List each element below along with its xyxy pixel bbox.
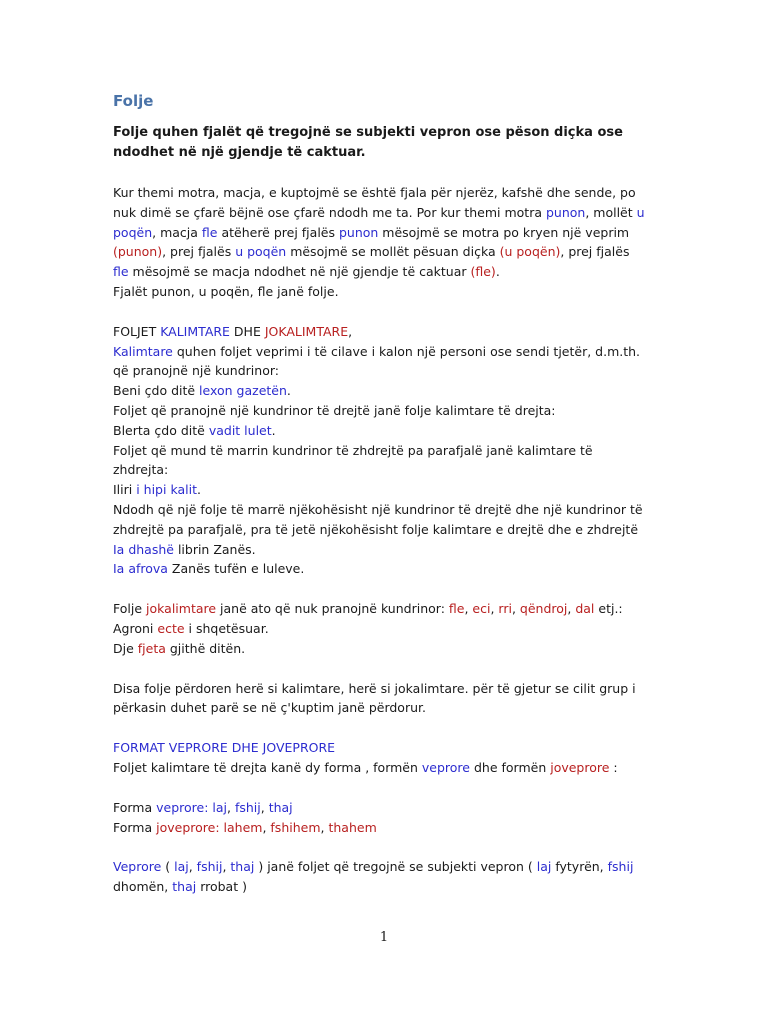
text-line — [113, 818, 658, 838]
highlight-red: fle — [448, 601, 465, 617]
body-text — [113, 163, 658, 897]
text-run: Blerta çdo ditë — [113, 422, 209, 438]
text-run: , — [464, 601, 473, 617]
text-line — [113, 342, 658, 362]
paragraph — [113, 183, 658, 302]
highlight-blue: poqën — [113, 224, 153, 240]
text-line — [113, 758, 658, 778]
highlight-red: ecte — [157, 620, 185, 636]
text-run: mësojmë se macja ndodhet në një gjendje të caktuar — [128, 264, 471, 280]
highlight-blue: punon — [545, 204, 586, 220]
highlight-blue: fshij — [607, 859, 634, 875]
text-run: , — [188, 859, 197, 875]
definition-lead — [113, 123, 658, 163]
text-run: ( — [161, 859, 175, 875]
text-run: . — [495, 264, 500, 280]
text-run: , — [260, 799, 269, 815]
text-line — [113, 242, 658, 262]
highlight-blue: FORMAT VEPRORE DHE JOVEPRORE — [113, 740, 336, 756]
text-run: Forma — [113, 819, 157, 835]
highlight-blue: veprore — [421, 759, 470, 775]
text-run: rrobat ) — [196, 879, 247, 895]
text-line — [113, 619, 658, 639]
text-run: Kur themi motra, macja, e kuptojmë se është fjala për njerëz, kafshë dhe sende, po — [113, 185, 636, 200]
paragraph-gap — [113, 778, 658, 798]
paragraph — [113, 599, 658, 658]
highlight-blue: punon — [338, 224, 379, 240]
highlight-blue: fle — [113, 264, 129, 280]
text-run: dhomën, — [113, 879, 173, 895]
text-run: , — [262, 819, 271, 835]
page-title: Folje — [113, 92, 154, 110]
text-line — [113, 639, 658, 659]
highlight-blue: fle — [201, 224, 218, 240]
text-line — [113, 203, 658, 223]
lead-line: Folje quhen fjalët që tregojnë se subjekti vepron ose pëson diçka ose — [113, 125, 623, 140]
text-line — [113, 401, 658, 421]
highlight-blue: KALIMTARE — [160, 323, 230, 339]
lead-line: ndodhet në një gjendje të caktuar. — [113, 145, 366, 160]
text-run: Iliri — [113, 482, 137, 498]
text-run: zhdrejta: — [113, 462, 169, 478]
page-number: 1 — [379, 930, 389, 945]
paragraph — [113, 798, 658, 838]
highlight-blue: u — [636, 204, 645, 220]
text-run: , — [490, 601, 499, 617]
text-line — [113, 698, 658, 718]
text-run: Zanës tufën e luleve. — [167, 561, 305, 577]
highlight-blue: Ia afrova — [113, 561, 168, 577]
text-run: quhen foljet veprimi i të cilave i kalon një personi ose sendi tjetër, d.m.th. — [172, 343, 641, 359]
text-run: mësojmë se mollët pësuan diçka — [286, 244, 500, 260]
text-run: fytyrën, — [551, 859, 608, 875]
text-run: , mollët — [585, 204, 637, 220]
paragraph — [113, 322, 658, 579]
text-line — [113, 183, 658, 203]
text-line — [113, 441, 658, 461]
text-run: , — [511, 601, 520, 617]
highlight-blue: fshij — [196, 859, 223, 875]
text-run: Agroni — [113, 620, 158, 636]
text-line — [113, 361, 658, 381]
text-run: Foljet kalimtare të drejta kanë dy forma , formën — [113, 759, 422, 775]
paragraph-gap — [113, 302, 658, 322]
text-run: ) janë foljet që tregojnë se subjekti vepron ( — [254, 859, 537, 875]
paragraph-gap — [113, 163, 658, 183]
highlight-red: (punon) — [113, 244, 163, 260]
highlight-red: fshihem — [270, 819, 321, 835]
highlight-blue: thaj — [172, 879, 197, 895]
highlight-blue: i hipi kalit — [136, 482, 197, 498]
text-run: dhe formën — [469, 759, 551, 775]
text-run: që pranojnë një kundrinor: — [113, 363, 279, 379]
text-run: janë ato që nuk pranojnë kundrinor: — [216, 601, 449, 617]
text-line — [113, 599, 658, 619]
highlight-red: dal — [575, 601, 595, 617]
text-run: i shqetësuar. — [184, 620, 269, 636]
text-run: , macja — [152, 224, 202, 240]
highlight-red: thahem — [328, 819, 377, 835]
paragraph — [113, 679, 658, 719]
text-run: . — [196, 482, 201, 498]
text-run: gjithë ditën. — [165, 640, 246, 656]
text-line — [113, 738, 658, 758]
text-run: Fjalët punon, u poqën, fle janë folje. — [113, 283, 339, 299]
text-line — [113, 460, 658, 480]
text-line — [113, 381, 658, 401]
paragraph-gap — [113, 718, 658, 738]
text-run: , — [227, 799, 235, 815]
paragraph — [113, 738, 658, 778]
text-run: Beni çdo ditë — [113, 383, 200, 399]
text-run: . — [286, 383, 291, 399]
text-line — [113, 223, 658, 243]
text-run: mësojmë se motra po kryen një veprim — [378, 224, 630, 240]
text-run: Disa folje përdoren herë si kalimtare, herë si jokalimtare. për të gjetur se cilit grup i — [113, 680, 636, 696]
highlight-blue: Veprore — [113, 859, 162, 875]
text-run: Ndodh që një folje të marrë njëkohësisht një kundrinor të drejtë dhe një kundrinor të — [113, 501, 643, 517]
highlight-blue: fshij — [234, 799, 261, 815]
text-line — [113, 798, 658, 818]
highlight-blue: laj — [174, 859, 189, 875]
text-run: zhdrejtë pa parafjalë, pra të jetë njëkohësisht folje kalimtare e drejtë dhe e zhdrejtë — [113, 521, 639, 537]
highlight-red: joveprore: lahem — [156, 819, 263, 835]
text-run: DHE — [229, 323, 265, 339]
text-run: FOLJET — [113, 323, 161, 339]
paragraph — [113, 857, 658, 897]
highlight-red: (fle) — [470, 264, 496, 280]
highlight-blue: u poqën — [235, 244, 287, 260]
text-line — [113, 262, 658, 282]
text-run: , prej fjalës — [162, 244, 236, 260]
highlight-red: rri — [498, 601, 512, 617]
text-run: , — [348, 323, 353, 339]
highlight-red: qëndroj — [519, 601, 568, 617]
text-line — [113, 540, 658, 560]
text-line — [113, 480, 658, 500]
text-line — [113, 877, 658, 897]
text-run: , — [222, 859, 231, 875]
text-run: nuk dimë se çfarë bëjnë ose çfarë ndodh me ta. Por kur themi motra — [113, 204, 546, 220]
text-run: Foljet që mund të marrin kundrinor të zhdrejtë pa parafjalë janë kalimtare të — [113, 442, 593, 458]
text-run: . — [271, 422, 276, 438]
highlight-blue: thaj — [230, 859, 255, 875]
text-run: atëherë prej fjalës — [217, 224, 339, 240]
text-run: Folje — [113, 601, 147, 617]
text-line — [113, 679, 658, 699]
highlight-blue: laj — [536, 859, 552, 875]
text-line — [113, 282, 658, 302]
text-run: etj.: — [594, 601, 623, 617]
text-run: , prej fjalës — [560, 244, 630, 260]
paragraph-gap — [113, 837, 658, 857]
text-line — [113, 500, 658, 520]
paragraph-gap — [113, 659, 658, 679]
highlight-blue: lexon gazetën — [199, 383, 287, 399]
highlight-red: joveprore — [550, 759, 610, 775]
highlight-blue: thaj — [268, 799, 293, 815]
document-page — [113, 88, 658, 897]
text-run: Dje — [113, 640, 138, 656]
paragraph-gap — [113, 579, 658, 599]
text-run: Forma — [113, 799, 157, 815]
highlight-blue: vadit lulet — [208, 422, 272, 438]
text-line — [113, 421, 658, 441]
text-line — [113, 520, 658, 540]
text-line — [113, 559, 658, 579]
highlight-red: jokalimtare — [146, 601, 217, 617]
highlight-red: JOKALIMTARE — [264, 323, 349, 339]
highlight-blue: Ia dhashë — [113, 541, 174, 557]
highlight-blue: Kalimtare — [113, 343, 173, 359]
text-line — [113, 322, 658, 342]
text-line — [113, 857, 658, 877]
highlight-blue: veprore: laj — [156, 799, 228, 815]
text-run: përkasin duhet parë se në ç'kuptim janë përdorur. — [113, 700, 426, 716]
text-run: Foljet që pranojnë një kundrinor të drejtë janë folje kalimtare të drejta: — [113, 402, 556, 418]
text-run: , — [320, 819, 329, 835]
highlight-red: fjeta — [137, 640, 166, 656]
text-run: , — [567, 601, 576, 617]
highlight-red: eci — [472, 601, 491, 617]
text-run: : — [609, 759, 618, 775]
highlight-red: (u poqën) — [499, 244, 561, 260]
text-run: librin Zanës. — [173, 541, 256, 557]
